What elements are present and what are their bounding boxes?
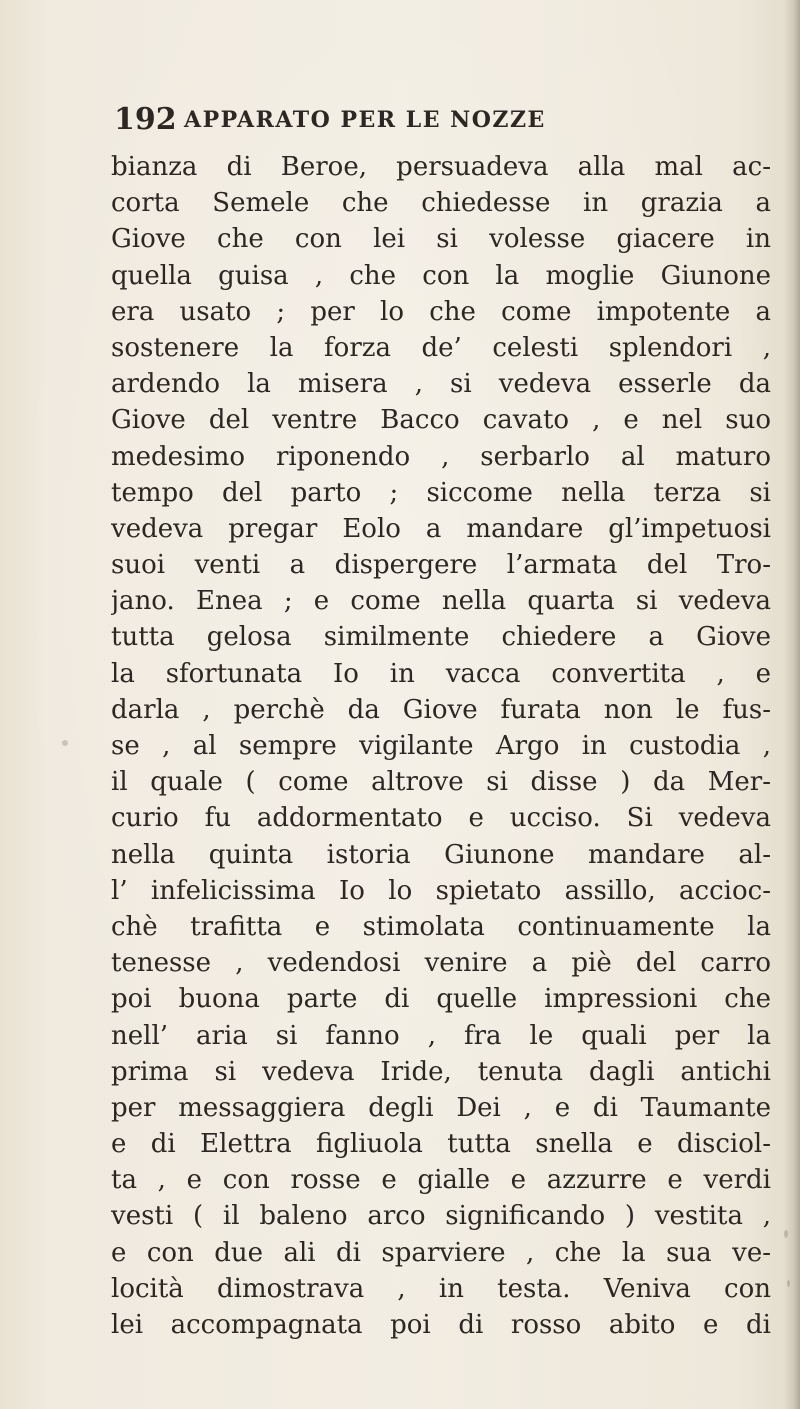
text-line: tempo del parto ; siccome nella terza si	[111, 477, 771, 508]
text-line: suoi venti a dispergere l’armata del Tro-	[111, 550, 771, 581]
ink-spot	[787, 1280, 790, 1287]
text-line: corta Semele che chiedesse in grazia a	[111, 188, 771, 219]
text-line: curio fu addormentato e ucciso. Si vedeva	[111, 803, 771, 834]
text-line: chè trafitta e stimolata continuamente la	[111, 911, 771, 942]
text-line: la sfortunata Io in vacca convertita , e	[111, 658, 771, 689]
text-line: tenesse , vedendosi venire a piè del carro	[111, 948, 771, 979]
text-line: vesti ( il baleno arco significando ) vestita ,	[111, 1201, 771, 1232]
text-line: ta , e con rosse e gialle e azzurre e verdi	[111, 1165, 771, 1196]
text-line: nell’ aria si fanno , fra le quali per la	[111, 1020, 771, 1051]
text-line: e con due ali di sparviere , che la sua ve-	[111, 1237, 771, 1268]
text-line: bianza di Beroe, persuadeva alla mal ac-	[111, 152, 771, 182]
text-line: era usato ; per lo che come impotente a	[111, 296, 771, 327]
text-line: prima si vedeva Iride, tenuta dagli antichi	[111, 1056, 771, 1087]
text-line: e di Elettra figliuola tutta snella e disciol-	[111, 1129, 771, 1160]
text-line: medesimo riponendo , serbarlo al maturo	[111, 441, 771, 472]
text-line: Giove del ventre Bacco cavato , e nel suo	[111, 405, 771, 436]
page-number: 192	[114, 102, 177, 137]
text-line: lei accompagnata poi di rosso abito e di	[111, 1310, 771, 1340]
text-line: l’ infelicissima Io lo spietato assillo, accioc-	[111, 875, 771, 906]
page-edge-shadow	[784, 0, 800, 1409]
text-line: nella quinta istoria Giunone mandare al-	[111, 839, 771, 870]
text-line: sostenere la forza de’ celesti splendori ,	[111, 332, 771, 363]
text-line: locità dimostrava , in testa. Veniva con	[111, 1273, 771, 1304]
text-line: se , al sempre vigilante Argo in custodia ,	[111, 731, 771, 761]
page-header	[114, 102, 734, 142]
text-line: vedeva pregar Eolo a mandare gl’impetuosi	[111, 513, 771, 544]
text-line: il quale ( come altrove si disse ) da Mer-	[111, 767, 771, 798]
running-head: APPARATO PER LE NOZZE	[184, 107, 546, 133]
text-line: per messaggiera degli Dei , e di Taumante	[111, 1092, 771, 1123]
body-text	[111, 149, 771, 1343]
text-line: tutta gelosa similmente chiedere a Giove	[111, 622, 771, 653]
text-line: ardendo la misera , si vedeva esserle da	[111, 369, 771, 400]
ink-spot	[62, 740, 68, 746]
ink-spot	[784, 1230, 788, 1238]
text-line: darla , perchè da Giove furata non le fus-	[111, 694, 771, 725]
text-line: jano. Enea ; e come nella quarta si vedeva	[111, 586, 771, 617]
text-line: Giove che con lei si volesse giacere in	[111, 224, 771, 255]
text-line: poi buona parte di quelle impressioni che	[111, 984, 771, 1015]
text-line: quella guisa , che con la moglie Giunone	[111, 260, 771, 291]
